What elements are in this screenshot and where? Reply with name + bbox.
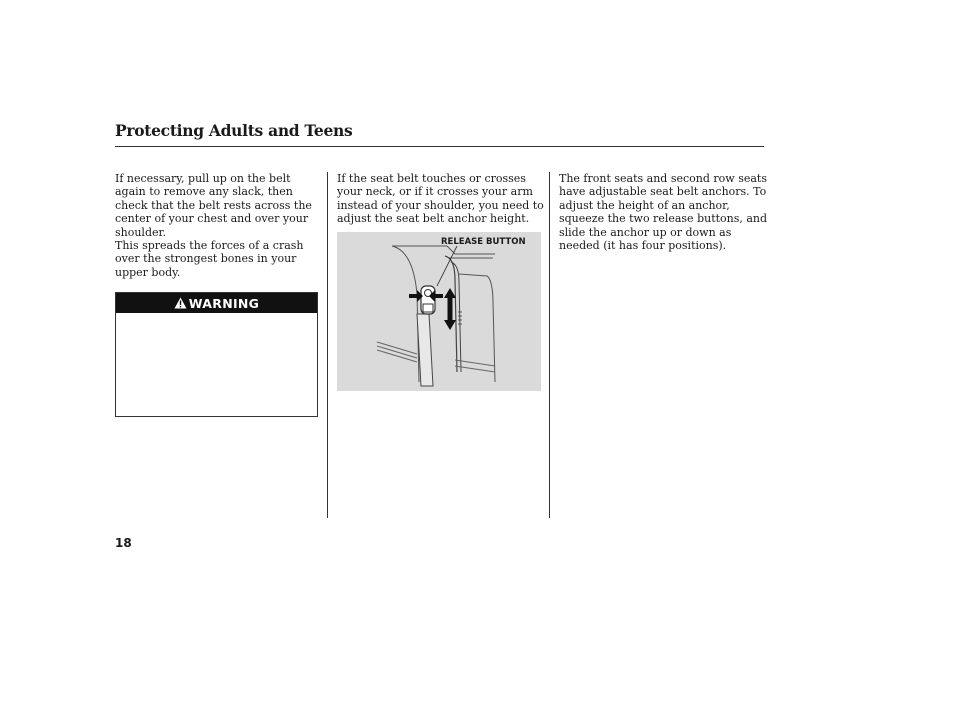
column-divider-1 — [327, 172, 328, 518]
column1-paragraph2: This spreads the forces of a crash over the strongest bones in your upper body. — [115, 239, 304, 279]
column2-paragraph1: If the seat belt touches or crosses your neck, or if it crosses your arm instead of your shoulder, you need to adjust the seat belt anchor height. — [337, 172, 544, 226]
column3-paragraph1: The front seats and second row seats have adjustable seat belt anchors. To adjust the height of an anchor, squeeze the two release buttons, and slide the anchor up or down as needed (it has four positions). — [559, 172, 768, 253]
release-button-callout: RELEASE BUTTON — [441, 237, 526, 247]
warning-label: WARNING — [188, 295, 260, 311]
column-divider-2 — [549, 172, 550, 518]
title-divider — [115, 146, 764, 147]
page-number: 18 — [115, 536, 132, 550]
warning-triangle-icon — [174, 297, 187, 309]
seat-belt-anchor-illustration — [337, 232, 541, 391]
page-title: Protecting Adults and Teens — [115, 121, 353, 140]
seat-belt-anchor-drawing — [337, 232, 541, 391]
warning-header — [116, 293, 317, 313]
warning-box — [115, 292, 318, 417]
column1-paragraph1: If necessary, pull up on the belt again to remove any slack, then check that the belt rests across the center of your chest and over your shoulder. — [115, 172, 312, 239]
